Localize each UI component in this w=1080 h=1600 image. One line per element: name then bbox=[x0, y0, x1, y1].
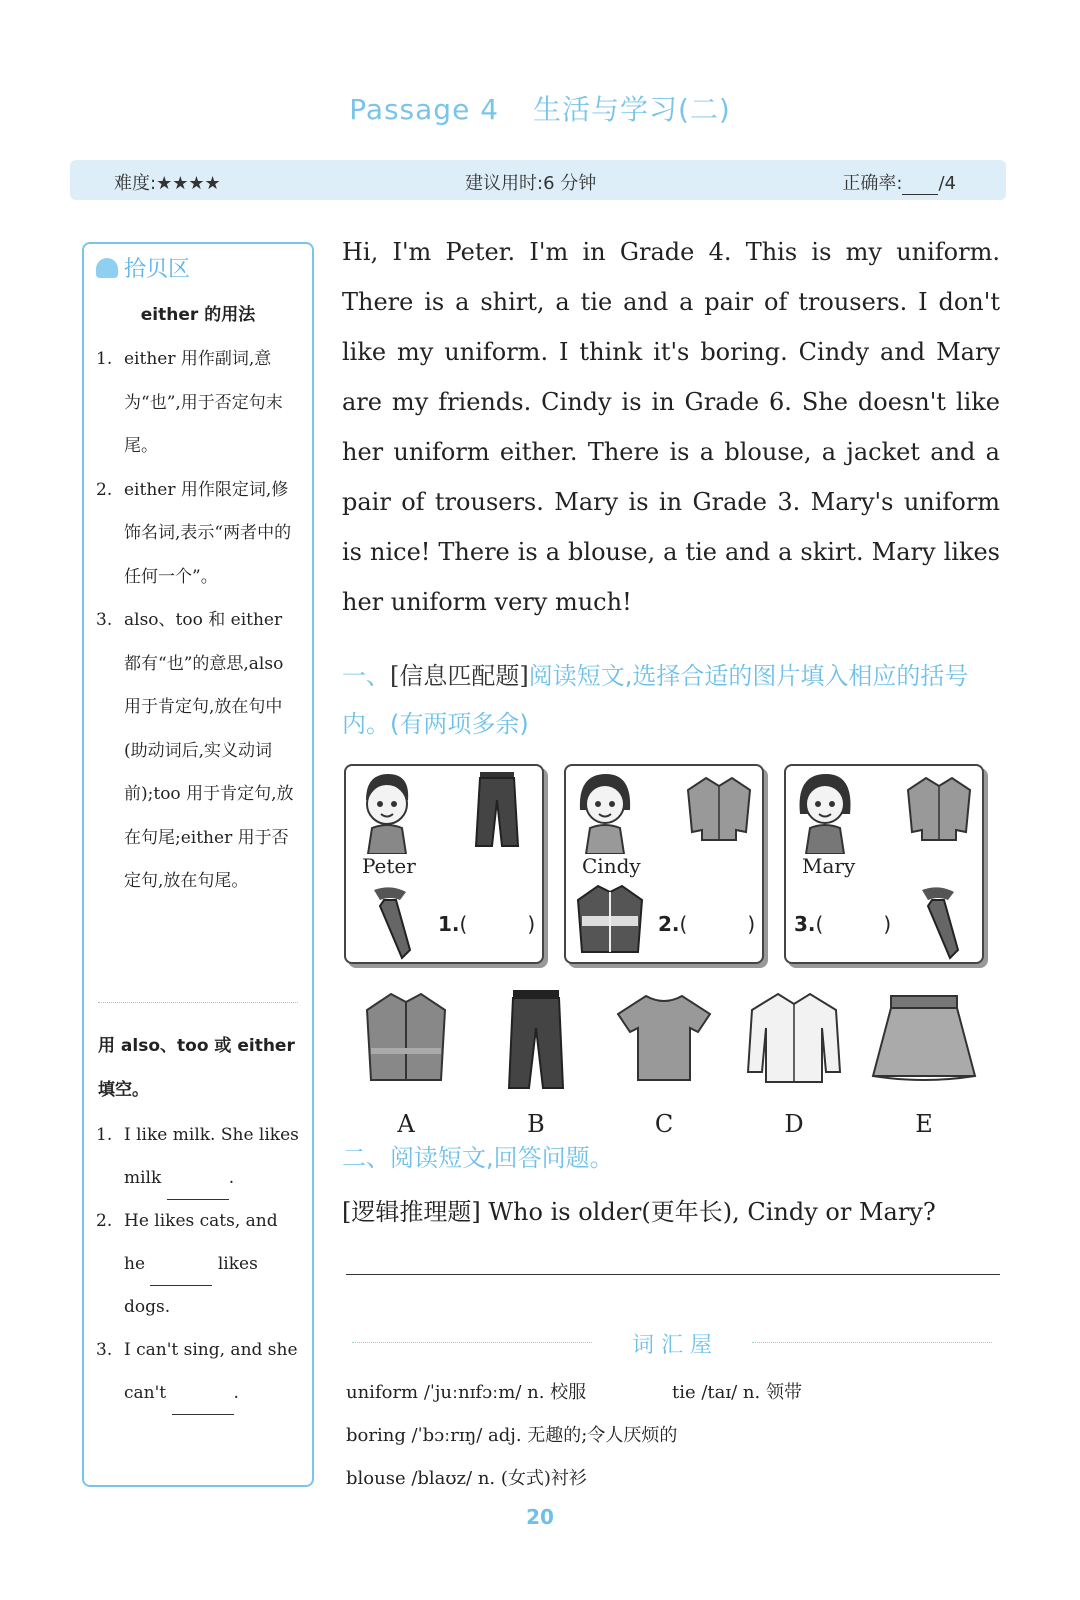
answer-paren: ( ) bbox=[815, 912, 892, 936]
option-label: A bbox=[397, 1110, 415, 1138]
passage-label: Passage 4 bbox=[349, 93, 500, 126]
usage-list bbox=[96, 338, 302, 904]
answer-paren: ( ) bbox=[459, 912, 536, 936]
vocab-item: blouse /blaʊz/ n. (女式)衬衫 bbox=[346, 1468, 587, 1489]
exercise-item bbox=[96, 1200, 302, 1329]
q2-question: Who is older(更年长), Cindy or Mary? bbox=[488, 1198, 936, 1226]
option-label: C bbox=[654, 1110, 674, 1138]
question-1-title bbox=[342, 652, 1002, 748]
exercise-text-end: likes dogs. bbox=[124, 1254, 258, 1317]
boy-icon bbox=[354, 770, 420, 854]
q2-tag: [逻辑推理题] bbox=[342, 1198, 481, 1226]
q1-tag: [信息匹配题] bbox=[390, 662, 529, 690]
trousers-icon bbox=[501, 988, 571, 1092]
option-c[interactable] bbox=[604, 988, 724, 1138]
exercise-list bbox=[96, 1114, 302, 1415]
sidebar-heading-text: 拾贝区 bbox=[124, 257, 191, 282]
answer-number: 1. bbox=[438, 912, 460, 936]
exercise-text: I can't sing, and she can't bbox=[124, 1340, 298, 1403]
usage-num: 1. bbox=[96, 349, 113, 369]
option-b[interactable] bbox=[476, 988, 596, 1138]
sidebar-heading bbox=[96, 252, 190, 283]
accuracy bbox=[842, 169, 956, 195]
exercise-item bbox=[96, 1114, 302, 1200]
reading-passage: Hi, I'm Peter. I'm in Grade 4. This is my uniform. There is a shirt, a tie and a pair of trousers. I don't like my uniform. I think it's boring. Cindy and Mary are my friends. Cindy is in Grade 6. She doesn't like her uniform either. There is a blouse, a jacket and a pair of trousers. Mary is in Grade 3. Mary's uniform is nice! There is a blouse, a tie and a skirt. Mary likes her uniform very much! bbox=[342, 238, 1000, 616]
card-peter bbox=[344, 764, 544, 964]
q1-prefix: 一、 bbox=[342, 662, 390, 690]
option-e[interactable] bbox=[864, 988, 984, 1138]
usage-item bbox=[96, 469, 302, 600]
page-title bbox=[0, 88, 1080, 128]
usage-text: either 用作限定词,修饰名词,表示“两者中的任何一个”。 bbox=[124, 479, 292, 587]
usage-text: either 用作副词,意为“也”,用于否定句末尾。 bbox=[124, 349, 283, 456]
exercise-text-end: . bbox=[228, 1168, 235, 1188]
card-name: Cindy bbox=[582, 854, 641, 878]
option-label: E bbox=[915, 1110, 933, 1138]
answer-paren: ( ) bbox=[679, 912, 756, 936]
accuracy-total: /4 bbox=[938, 173, 956, 194]
jacket-icon bbox=[361, 988, 451, 1088]
tshirt-icon bbox=[614, 988, 714, 1088]
fill-blank[interactable] bbox=[150, 1267, 212, 1286]
answer-slot[interactable] bbox=[658, 908, 755, 937]
tie-icon bbox=[914, 884, 964, 960]
accuracy-blank[interactable] bbox=[902, 178, 938, 195]
card-name: Mary bbox=[802, 854, 856, 878]
answer-slot[interactable] bbox=[438, 908, 535, 937]
exercise-text: He likes cats, and he bbox=[124, 1211, 278, 1274]
exercise-num: 3. bbox=[96, 1340, 113, 1360]
suggested-time: 建议用时:6 分钟 bbox=[465, 173, 597, 194]
answer-line[interactable] bbox=[346, 1274, 1000, 1275]
girl-icon bbox=[792, 770, 858, 854]
option-label: B bbox=[527, 1110, 545, 1138]
difficulty: 难度:★★★★ bbox=[114, 173, 221, 194]
q1-text: 阅读短文,选择合适的图片填入相应的括号内。(有两项多余) bbox=[342, 662, 969, 738]
usage-num: 3. bbox=[96, 610, 113, 630]
sidebar-subtitle: either 的用法 bbox=[140, 305, 256, 325]
usage-text: also、too 和 either 都有“也”的意思,also 用于肯定句,放在句中(助动词后,实义动词前);too 用于肯定句,放在句尾;either 用于否定句,放在句尾。 bbox=[124, 610, 294, 891]
question-2-title: 二、阅读短文,回答问题。 bbox=[342, 1144, 614, 1172]
jacket-icon bbox=[574, 882, 646, 958]
usage-item bbox=[96, 599, 302, 904]
passage-topic: 生活与学习(二) bbox=[532, 93, 731, 126]
option-label: D bbox=[784, 1110, 804, 1138]
vocab-heading: 词 汇 屋 bbox=[352, 1328, 992, 1359]
skirt-icon bbox=[869, 988, 979, 1088]
sidebar-tips bbox=[82, 242, 314, 1487]
shell-icon bbox=[96, 258, 118, 278]
info-bar bbox=[70, 160, 1006, 200]
fill-blank[interactable] bbox=[167, 1181, 229, 1200]
tie-icon bbox=[366, 884, 416, 960]
shirt-icon bbox=[744, 988, 844, 1088]
vocab-item: boring /ˈbɔːrɪŋ/ adj. 无趣的;令人厌烦的 bbox=[346, 1425, 678, 1446]
card-mary bbox=[784, 764, 984, 964]
exercise-text: I like milk. She likes milk bbox=[124, 1125, 299, 1188]
girl-icon bbox=[572, 770, 638, 854]
fill-blank[interactable] bbox=[172, 1396, 234, 1415]
exercise-item bbox=[96, 1329, 302, 1415]
vocab-item: uniform /ˈjuːnɪfɔːm/ n. 校服 bbox=[346, 1382, 587, 1403]
exercise-title: 用 also、too 或 either 填空。 bbox=[98, 1036, 295, 1100]
answer-number: 3. bbox=[794, 912, 816, 936]
trousers-icon bbox=[472, 770, 522, 848]
blouse-icon bbox=[684, 774, 754, 844]
answer-number: 2. bbox=[658, 912, 680, 936]
blouse-icon bbox=[904, 774, 974, 844]
vocab-item: tie /taɪ/ n. 领带 bbox=[672, 1382, 802, 1403]
exercise-num: 1. bbox=[96, 1125, 113, 1145]
question-2 bbox=[342, 1192, 936, 1227]
accuracy-label: 正确率: bbox=[842, 173, 903, 194]
card-cindy bbox=[564, 764, 764, 964]
divider bbox=[98, 1002, 298, 1003]
option-a[interactable] bbox=[346, 988, 466, 1138]
usage-num: 2. bbox=[96, 479, 113, 500]
usage-item bbox=[96, 338, 302, 469]
exercise-num: 2. bbox=[96, 1211, 113, 1231]
exercise-text-end: . bbox=[233, 1383, 239, 1403]
page-number: 20 bbox=[526, 1505, 554, 1529]
option-d[interactable] bbox=[734, 988, 854, 1138]
answer-slot[interactable] bbox=[794, 908, 891, 937]
card-name: Peter bbox=[362, 854, 416, 878]
